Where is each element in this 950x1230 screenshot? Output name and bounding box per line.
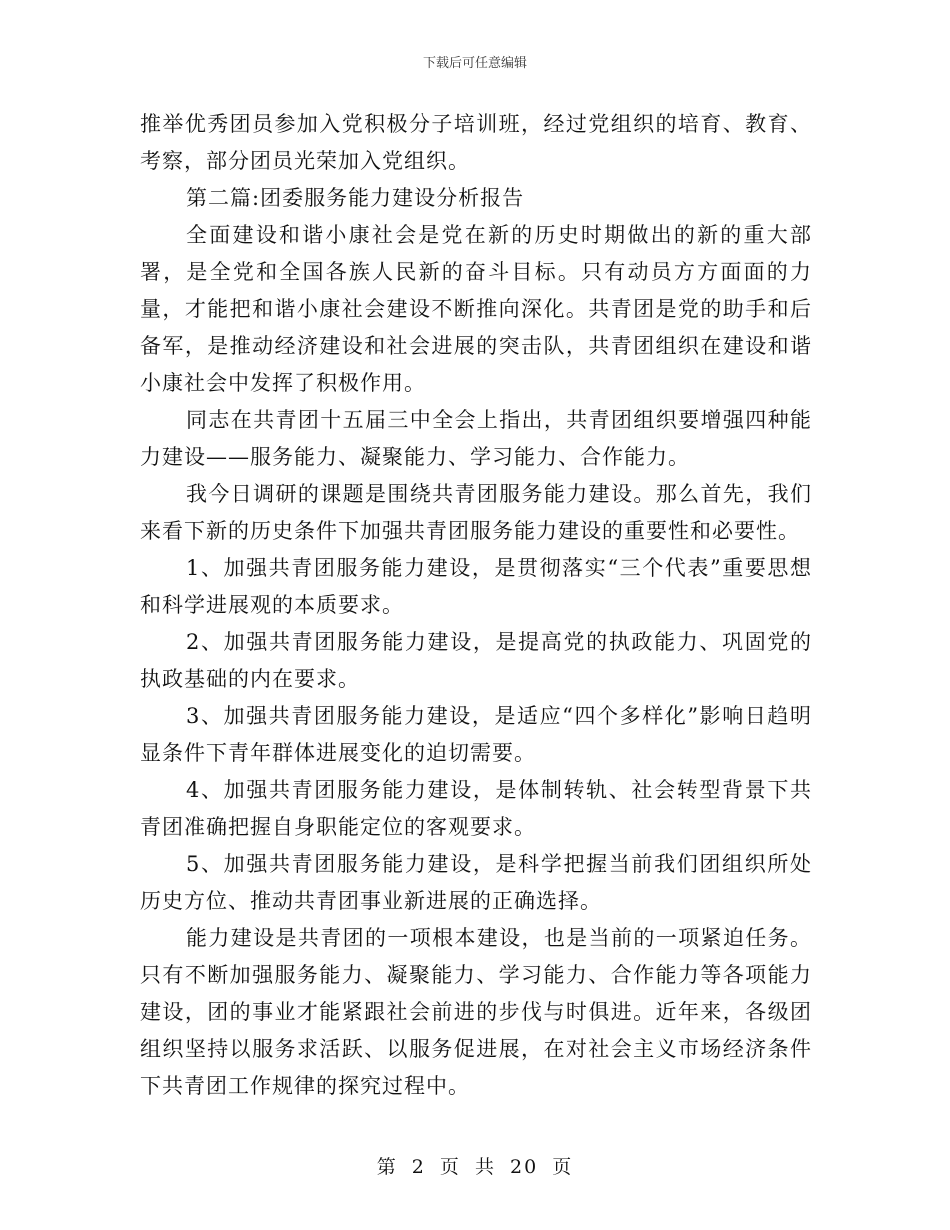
list-item: 4、加强共青团服务能力建设，是体制转轨、社会转型背景下共青团准确把握自身职能定位的客观要求。 bbox=[140, 778, 812, 839]
section-heading: 第二篇:团委服务能力建设分析报告 bbox=[186, 186, 525, 210]
header-note: 下载后可任意编辑 bbox=[422, 56, 527, 71]
list-item: 1、加强共青团服务能力建设，是贯彻落实“三个代表”重要思想和科学进展观的本质要求。 bbox=[140, 556, 812, 617]
paragraph: 我今日调研的课题是围绕共青团服务能力建设。那么首先，我们来看下新的历史条件下加强共青团服务能力建设的重要性和必要性。 bbox=[140, 482, 812, 543]
paragraph: 全面建设和谐小康社会是党在新的历史时期做出的新的重大部署，是全党和全国各族人民新的奋斗目标。只有动员方方面面的力量，才能把和谐小康社会建设不断推向深化。共青团是党的助手和后备军，是推动经济建设和社会进展的突击队，共青团组织在建设和谐小康社会中发挥了积极作用。 bbox=[140, 223, 812, 395]
list-item: 2、加强共青团服务能力建设，是提高党的执政能力、巩固党的执政基础的内在要求。 bbox=[140, 630, 812, 691]
paragraph: 能力建设是共青团的一项根本建设，也是当前的一项紧迫任务。只有不断加强服务能力、凝聚能力、学习能力、合作能力等各项能力建设，团的事业才能紧跟社会前进的步伐与时俱进。近年来，各级团组织坚持以服务求活跃、以服务促进展，在对社会主义市场经济条件下共青团工作规律的探究过程中。 bbox=[140, 926, 812, 1098]
paragraph: 同志在共青团十五届三中全会上指出，共青团组织要增强四种能力建设——服务能力、凝聚能力、学习能力、合作能力。 bbox=[140, 408, 812, 469]
document-body bbox=[140, 106, 812, 1105]
list-item: 3、加强共青团服务能力建设，是适应“四个多样化”影响日趋明显条件下青年群体进展变化的迫切需要。 bbox=[140, 704, 812, 765]
page-number: 第 2 页 共 20 页 bbox=[376, 1156, 574, 1178]
list-item: 5、加强共青团服务能力建设，是科学把握当前我们团组织所处历史方位、推动共青团事业新进展的正确选择。 bbox=[140, 852, 812, 913]
paragraph: 推举优秀团员参加入党积极分子培训班，经过党组织的培育、教育、考察，部分团员光荣加入党组织。 bbox=[140, 112, 812, 173]
